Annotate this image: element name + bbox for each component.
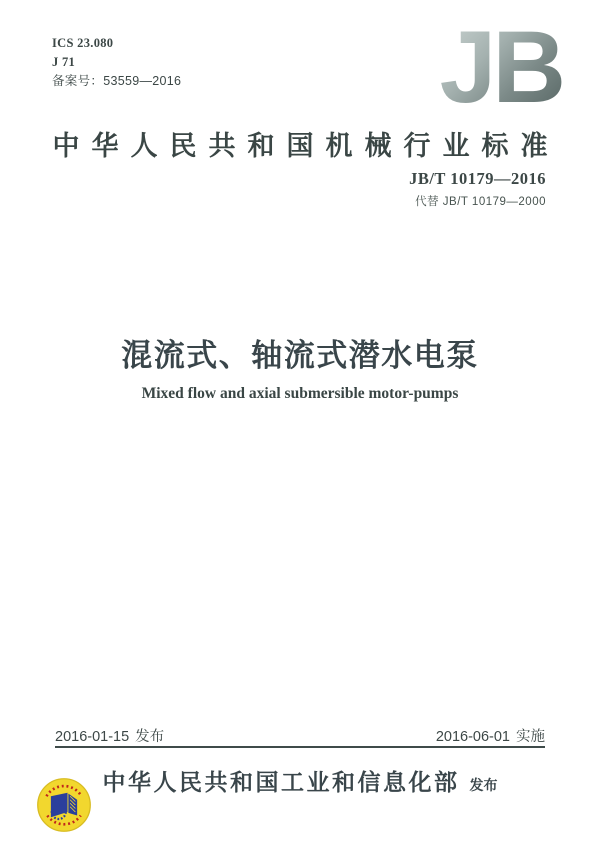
replaces-note: 代替 JB/T 10179—2000 bbox=[415, 196, 546, 208]
issue-date-pair bbox=[55, 725, 164, 746]
document-title-en: Mixed flow and axial submersible motor-pumps bbox=[141, 385, 459, 402]
publish-label: 发布 bbox=[469, 777, 498, 793]
committee-seal-icon bbox=[36, 777, 92, 833]
date-row bbox=[55, 725, 545, 746]
ics-code: ICS 23.080 bbox=[52, 36, 114, 50]
issue-label: 发布 bbox=[135, 729, 165, 745]
document-title-cn: 混流式、轴流式潜水电泵 bbox=[121, 338, 479, 373]
record-number: 备案号：53559—2016 bbox=[52, 74, 182, 88]
jb-logo: JB bbox=[439, 10, 562, 124]
standard-number: JB/T 10179—2016 bbox=[409, 169, 546, 188]
class-code: J 71 bbox=[52, 55, 76, 69]
publisher-name: 中华人民共和国工业和信息化部 bbox=[102, 769, 460, 795]
classification-block bbox=[52, 34, 181, 91]
header-title: 中华人民共和国机械行业标准 bbox=[52, 131, 560, 161]
standard-number-block bbox=[409, 169, 546, 209]
implementation-date: 2016-06-01 bbox=[435, 729, 510, 745]
issue-date: 2016-01-15 bbox=[55, 729, 130, 745]
footer-divider bbox=[55, 746, 545, 748]
implementation-label: 实施 bbox=[516, 729, 545, 745]
implementation-date-pair bbox=[436, 725, 545, 746]
